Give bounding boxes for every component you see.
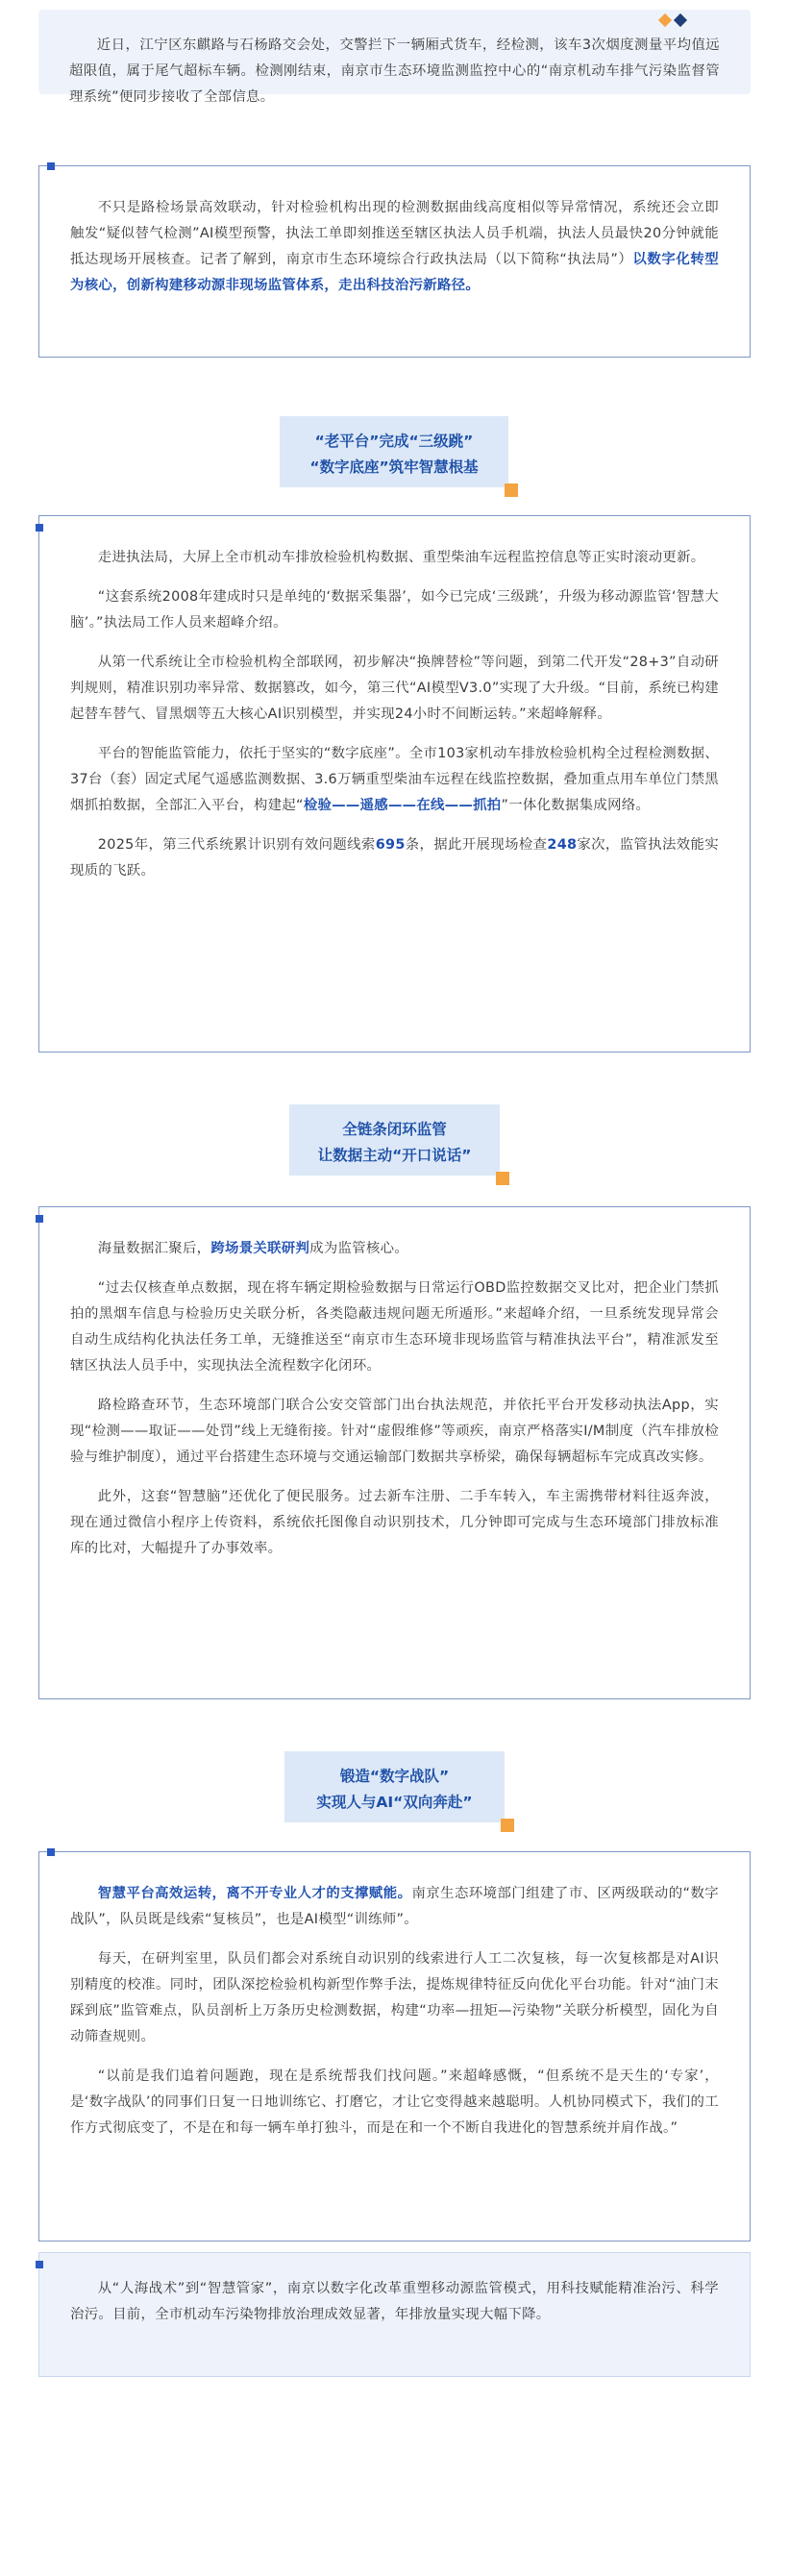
section4-paragraph-2: 每天，在研判室里，队员们都会对系统自动识别的线索进行人工二次复核，每一次复核都是对AI识别精度的校准。同时，团队深挖检验机构新型作弊手法，提炼规律特征反向优化平台功能。针对“油门末踩到底”监管难点，队员剖析上万条历史检测数据，构建“功率—扭矩—污染物”关联分析模型，固化为自动筛查规则。: [70, 1951, 719, 2044]
closing-box: [38, 2252, 751, 2377]
section2-paragraph-4: 平台的智能监管能力，依托于坚实的“数字底座”。全市103家机动车排放检验机构全过程检测数据、37台（套）固定式尾气遥感监测数据、3.6万辆重型柴油车远程在线监控数据，叠加重点用车单位门禁黑烟抓拍数据，全部汇入平台，构建起“检验——遥感——在线——抓拍”一体化数据集成网络。: [70, 746, 719, 813]
navy-diamond-icon: [674, 13, 687, 27]
clue-count: 695: [375, 837, 406, 853]
closing-paragraph: 从“人海战术”到“智慧管家”，南京以数字化改革重塑移动源监管模式，用科技赋能精准治污、科学治污。目前，全市机动车污染物排放治理成效显著，年排放量实现大幅下降。: [70, 2281, 719, 2322]
intro-paragraph: 近日，江宁区东麒路与石杨路交会处，交警拦下一辆厢式货车，经检测，该车3次烟度测量平均值远超限值，属于尾气超标车辆。检测刚结束，南京市生态环境监测监控中心的“南京机动车排气污染监督管理系统”便同步接收了全部信息。: [69, 37, 720, 105]
lead-highlight: 以数字化转型为核心，创新构建移动源非现场监管体系，走出科技治污新路径。: [70, 252, 719, 293]
section2-paragraph-1: 走进执法局，大屏上全市机动车排放检验机构数据、重型柴油车远程监控信息等正实时滚动更新。: [97, 550, 705, 565]
heading-old-platform: “老平台”完成“三级跳” “数字底座”筑牢智慧根基: [280, 416, 508, 487]
section4-paragraph-1: 智慧平台高效运转，离不开专业人才的支撑赋能。南京生态环境部门组建了市、区两级联动的“数字战队”，队员既是线索“复核员”，也是AI模型“训练师”。: [70, 1886, 719, 1927]
orange-square-icon: [501, 1819, 514, 1832]
section3-paragraph-3: 路检路查环节，生态环境部门联合公安交管部门出台执法规范，并依托平台开发移动执法App，实现“检测——取证——处罚”线上无缝衔接。针对“虚假维修”等顽疾，南京严格落实I/M制度（汽车排放检验与维护制度），通过平台搭建生态环境与交通运输部门数据共享桥梁，确保每辆超标车完成真改实修。: [70, 1398, 719, 1465]
section4-paragraph-3: “以前是我们追着问题跑，现在是系统帮我们找问题。”来超峰感慨，“但系统不是天生的‘专家’，是‘数字战队’的同事们日复一日地训练它、打磨它，才让它变得越来越聪明。人机协同模式下，我们的工作方式彻底变了，不是在和每一辆车单打独斗，而是在和一个不断自我进化的智慧系统并肩作战。”: [70, 2068, 719, 2136]
orange-square-icon: [496, 1172, 509, 1185]
corner-square-icon: [47, 1848, 55, 1856]
corner-square-icon: [47, 162, 55, 170]
intro-box: [38, 10, 751, 105]
lead-paragraph: 不只是路检场景高效联动，针对检验机构出现的检测数据曲线高度相似等异常情况，系统还会立即触发“疑似替气检测”AI模型预警，执法工单即刻推送至辖区执法人员手机端，执法人员最快20分钟就能抵达现场开展核查。记者了解到，南京市生态环境综合行政执法局（以下简称“执法局”）以数字化转型为核心，创新构建移动源非现场监管体系，走出科技治污新路径。: [70, 200, 719, 293]
section3-paragraph-2: “过去仅核查单点数据，现在将车辆定期检验数据与日常运行OBD监控数据交叉比对，把企业门禁抓拍的黑烟车信息与检验历史关联分析，各类隐蔽违规问题无所遁形。”来超峰介绍，一旦系统发现异常会自动生成结构化执法任务工单，无缝推送至“南京市生态环境非现场监管与精准执法平台”，精准派发至辖区执法人员手中，实现执法全流程数字化闭环。: [70, 1280, 719, 1374]
corner-square-icon: [36, 1215, 43, 1223]
heading-digital-team: 锻造“数字战队” 实现人与AI“双向奔赴”: [284, 1751, 505, 1822]
section2-paragraph-2: “这套系统2008年建成时只是单纯的‘数据采集器’，如今已完成‘三级跳’，升级为移动源监管‘智慧大脑’。”执法局工作人员来超峰介绍。: [70, 589, 719, 631]
section-closed-loop-box: [38, 1206, 751, 1699]
section2-paragraph-3: 从第一代系统让全市检验机构全部联网，初步解决“换牌替检”等问题，到第二代开发“28+3”自动研判规则，精准识别功率异常、数据篡改，如今，第三代“AI模型V3.0”实现了大升级。“目前，系统已构建起替车替气、冒黑烟等五大核心AI识别模型，并实现24小时不间断运转。”来超峰解释。: [70, 655, 719, 722]
section-digital-team-box: [38, 1851, 751, 2242]
section3-paragraph-4: 此外，这套“智慧脑”还优化了便民服务。过去新车注册、二手车转入，车主需携带材料往返奔波，现在通过微信小程序上传资料，系统依托图像自动识别技术，几分钟即可完成与生态环境部门排放标准库的比对，大幅提升了办事效率。: [70, 1489, 719, 1556]
section-digital-base-box: [38, 515, 751, 1053]
section-lead-box: [38, 165, 751, 358]
section3-paragraph-1: 海量数据汇聚后，跨场景关联研判成为监管核心。: [97, 1241, 409, 1256]
inspection-count: 248: [547, 837, 578, 853]
decorative-diamonds: [660, 15, 685, 25]
heading-closed-loop: 全链条闭环监管 让数据主动“开口说话”: [289, 1104, 500, 1176]
section2-paragraph-5: 2025年，第三代系统累计识别有效问题线索695条，据此开展现场检查248家次，监管执法效能实现质的飞跃。: [70, 837, 719, 879]
corner-square-icon: [36, 524, 43, 532]
orange-diamond-icon: [658, 13, 672, 27]
corner-square-icon: [36, 2261, 43, 2268]
orange-square-icon: [505, 483, 518, 497]
